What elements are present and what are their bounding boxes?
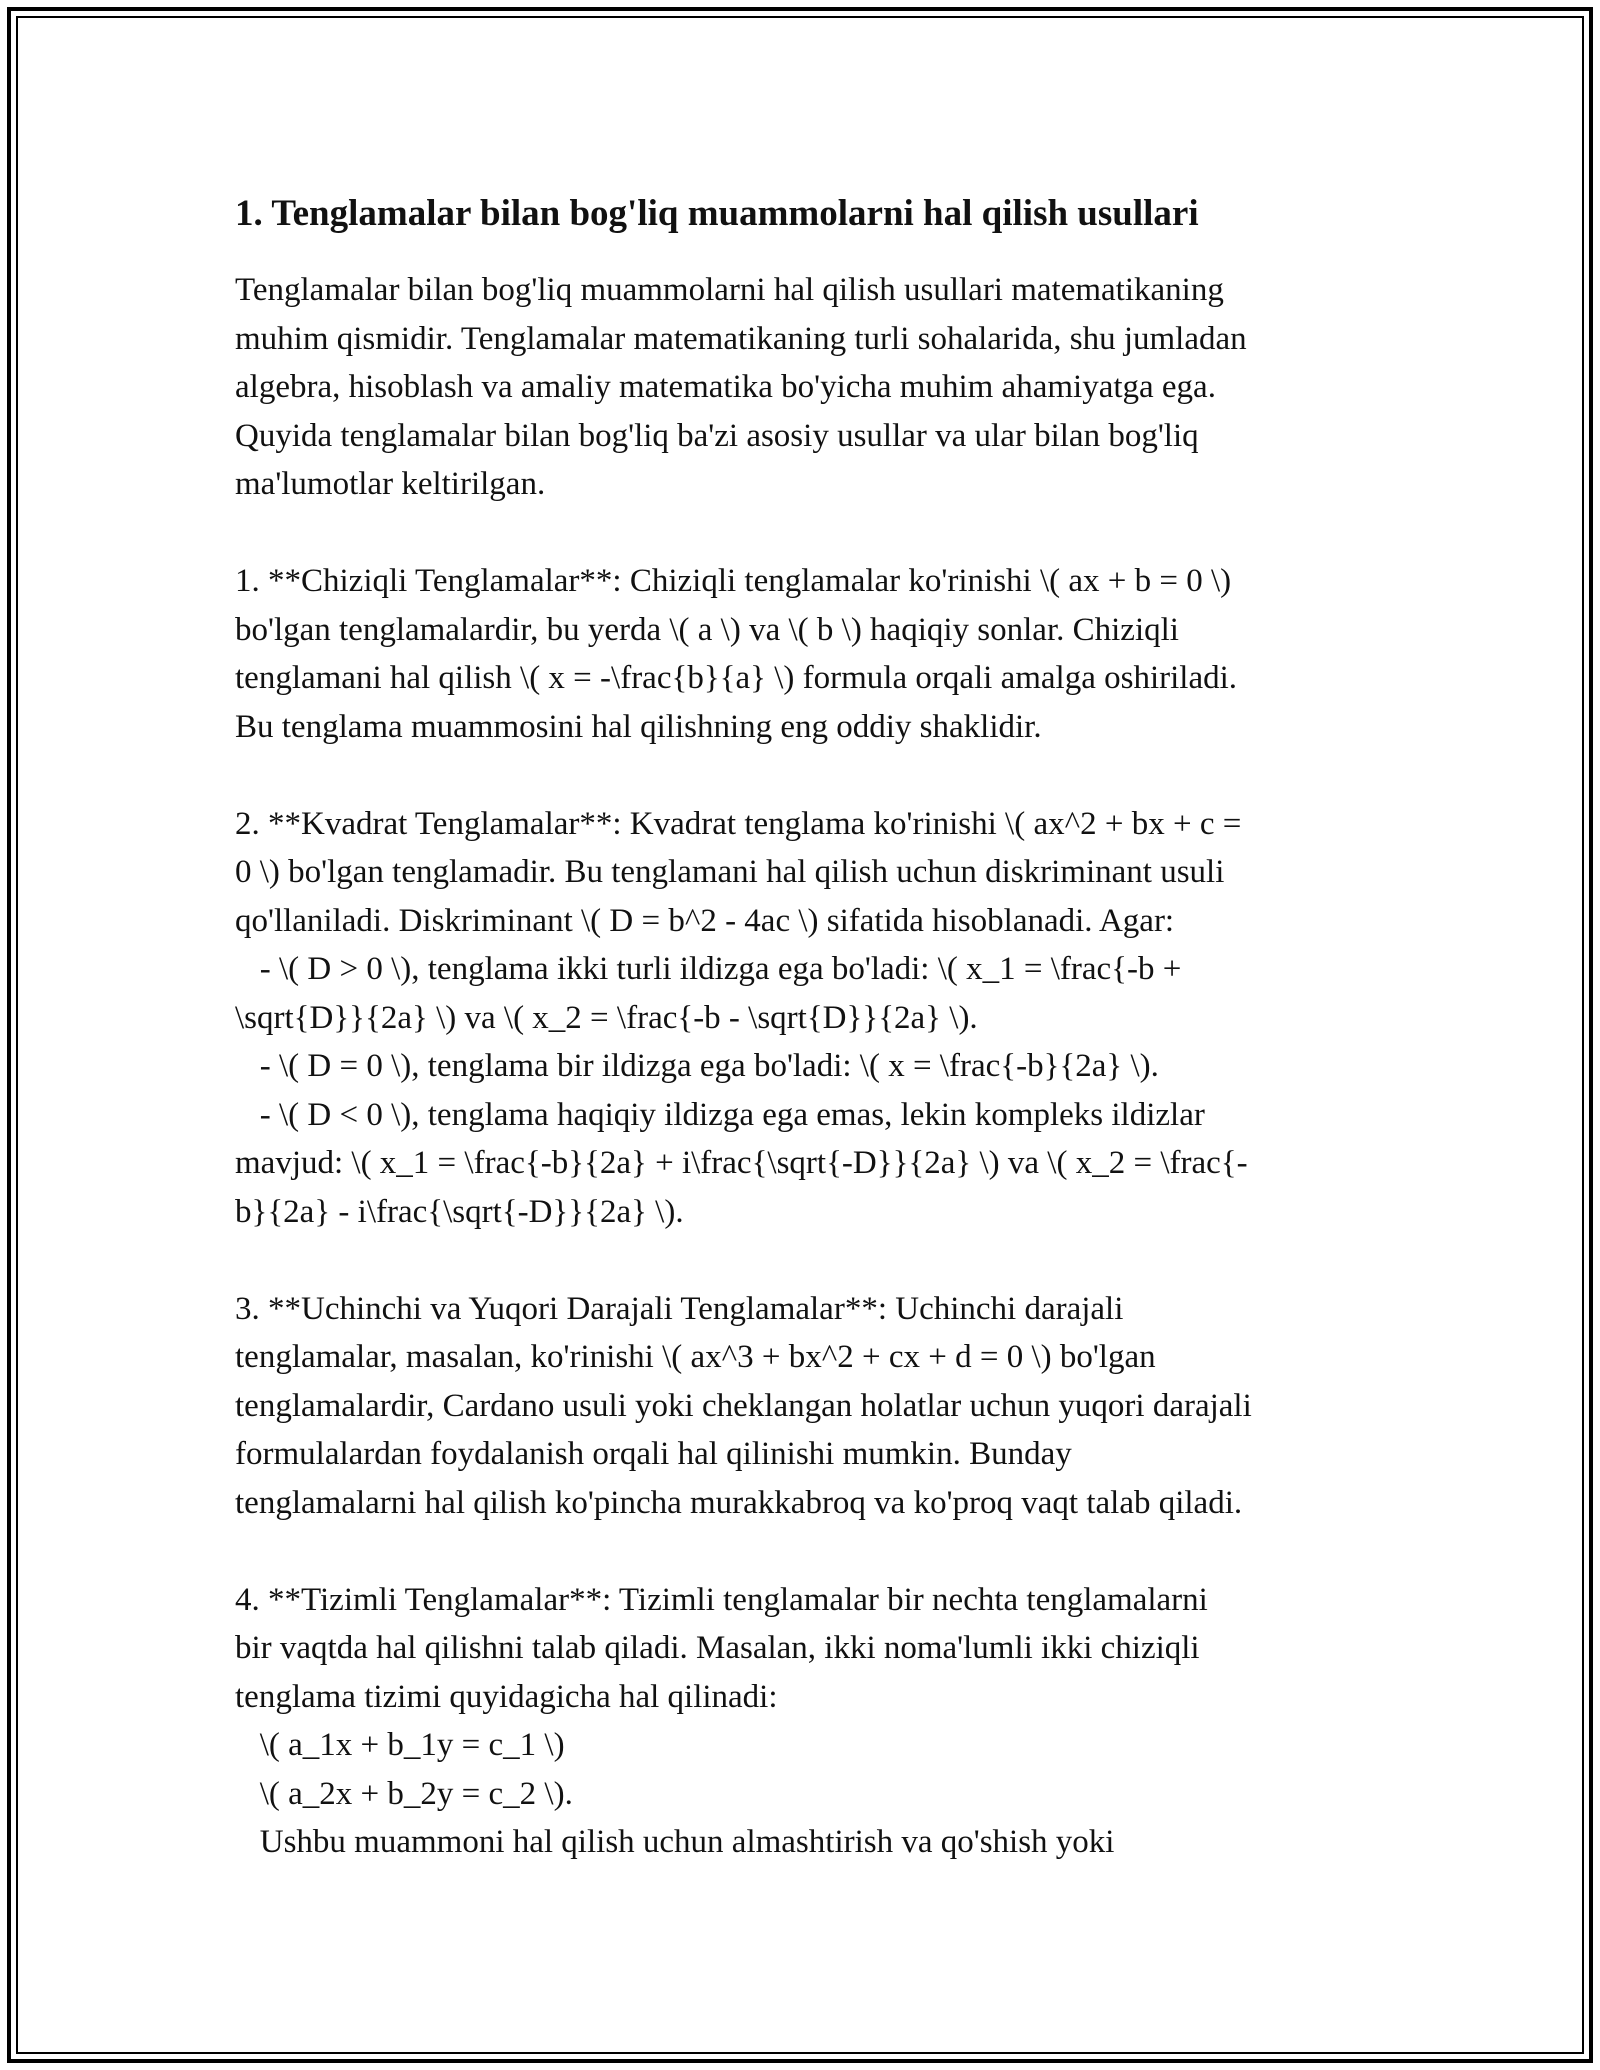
paragraph-list: [235, 266, 1385, 1867]
text-line: tenglamalardir, Cardano usuli yoki cheklangan holatlar uchun yuqori darajali: [235, 1387, 1252, 1424]
document-body: [235, 188, 1385, 1867]
text-line: Quyida tenglamalar bilan bog'liq ba'zi asosiy usullar va ular bilan bog'liq: [235, 417, 1199, 454]
text-line: - \( D = 0 \), tenglama bir ildizga ega bo'ladi: \( x = \frac{-b}{2a} \).: [235, 1048, 1159, 1084]
text-line: bir vaqtda hal qilishni talab qiladi. Masalan, ikki noma'lumli ikki chiziqli: [235, 1630, 1200, 1666]
text-line: 3. **Uchinchi va Yuqori Darajali Tenglamalar**: Uchinchi darajali: [235, 1290, 1124, 1327]
paragraph: [235, 800, 1385, 1237]
text-line: ma'lumotlar keltirilgan.: [235, 466, 546, 502]
paragraph: [235, 1285, 1385, 1528]
text-line: muhim qismidir. Tenglamalar matematikaning turli sohalarida, shu jumladan: [235, 320, 1247, 357]
text-line: tenglamani hal qilish \( x = -\frac{b}{a} \) formula orqali amalga oshiriladi.: [235, 660, 1238, 696]
text-line: bo'lgan tenglamalardir, bu yerda \( a \) va \( b \) haqiqiy sonlar. Chiziqli: [235, 611, 1179, 648]
text-line: \sqrt{D}}{2a} \) va \( x_2 = \frac{-b - \sqrt{D}}{2a} \).: [235, 999, 978, 1036]
text-line: Bu tenglama muammosini hal qilishning eng oddiy shaklidir.: [235, 708, 1042, 745]
text-line: qo'llaniladi. Diskriminant \( D = b^2 - 4ac \) sifatida hisoblanadi. Agar:: [235, 902, 1175, 939]
text-line: \( a_2x + b_2y = c_2 \).: [235, 1775, 573, 1812]
text-line: formulalardan foydalanish orqali hal qilinishi mumkin. Bunday: [235, 1436, 1072, 1472]
text-line: Ushbu muammoni hal qilish uchun almashtirish va qo'shish yoki: [235, 1824, 1115, 1860]
text-line: tenglamalar, masalan, ko'rinishi \( ax^3 + bx^2 + cx + d = 0 \) bo'lgan: [235, 1339, 1156, 1375]
text-line: 0 \) bo'lgan tenglamadir. Bu tenglamani hal qilish uchun diskriminant usuli: [235, 854, 1225, 890]
paragraph: [235, 1576, 1385, 1867]
text-line: - \( D < 0 \), tenglama haqiqiy ildizga ega emas, lekin kompleks ildizlar: [235, 1096, 1205, 1133]
section-heading: 1. Tenglamalar bilan bog'liq muammolarni hal qilish usullari: [235, 193, 1199, 234]
text-line: Tenglamalar bilan bog'liq muammolarni hal qilish usullari matematikaning: [235, 272, 1224, 308]
text-line: algebra, hisoblash va amaliy matematika bo'yicha muhim ahamiyatga ega.: [235, 369, 1216, 405]
text-line: mavjud: \( x_1 = \frac{-b}{2a} + i\frac{\sqrt{-D}}{2a} \) va \( x_2 = \frac{-: [235, 1145, 1248, 1181]
paragraph: [235, 266, 1385, 509]
text-line: - \( D > 0 \), tenglama ikki turli ildizga ega bo'ladi: \( x_1 = \frac{-b +: [235, 951, 1182, 987]
text-line: 4. **Tizimli Tenglamalar**: Tizimli tenglamalar bir nechta tenglamalarni: [235, 1581, 1208, 1618]
text-line: 1. **Chiziqli Tenglamalar**: Chiziqli tenglamalar ko'rinishi \( ax + b = 0 \): [235, 563, 1232, 599]
text-line: \( a_1x + b_1y = c_1 \): [235, 1727, 565, 1763]
text-line: tenglama tizimi quyidagicha hal qilinadi:: [235, 1678, 778, 1715]
text-line: 2. **Kvadrat Tenglamalar**: Kvadrat tenglama ko'rinishi \( ax^2 + bx + c =: [235, 805, 1242, 842]
text-line: tenglamalarni hal qilish ko'pincha murakkabroq va ko'proq vaqt talab qiladi.: [235, 1484, 1243, 1521]
text-line: b}{2a} - i\frac{\sqrt{-D}}{2a} \).: [235, 1193, 684, 1230]
paragraph: [235, 557, 1385, 751]
